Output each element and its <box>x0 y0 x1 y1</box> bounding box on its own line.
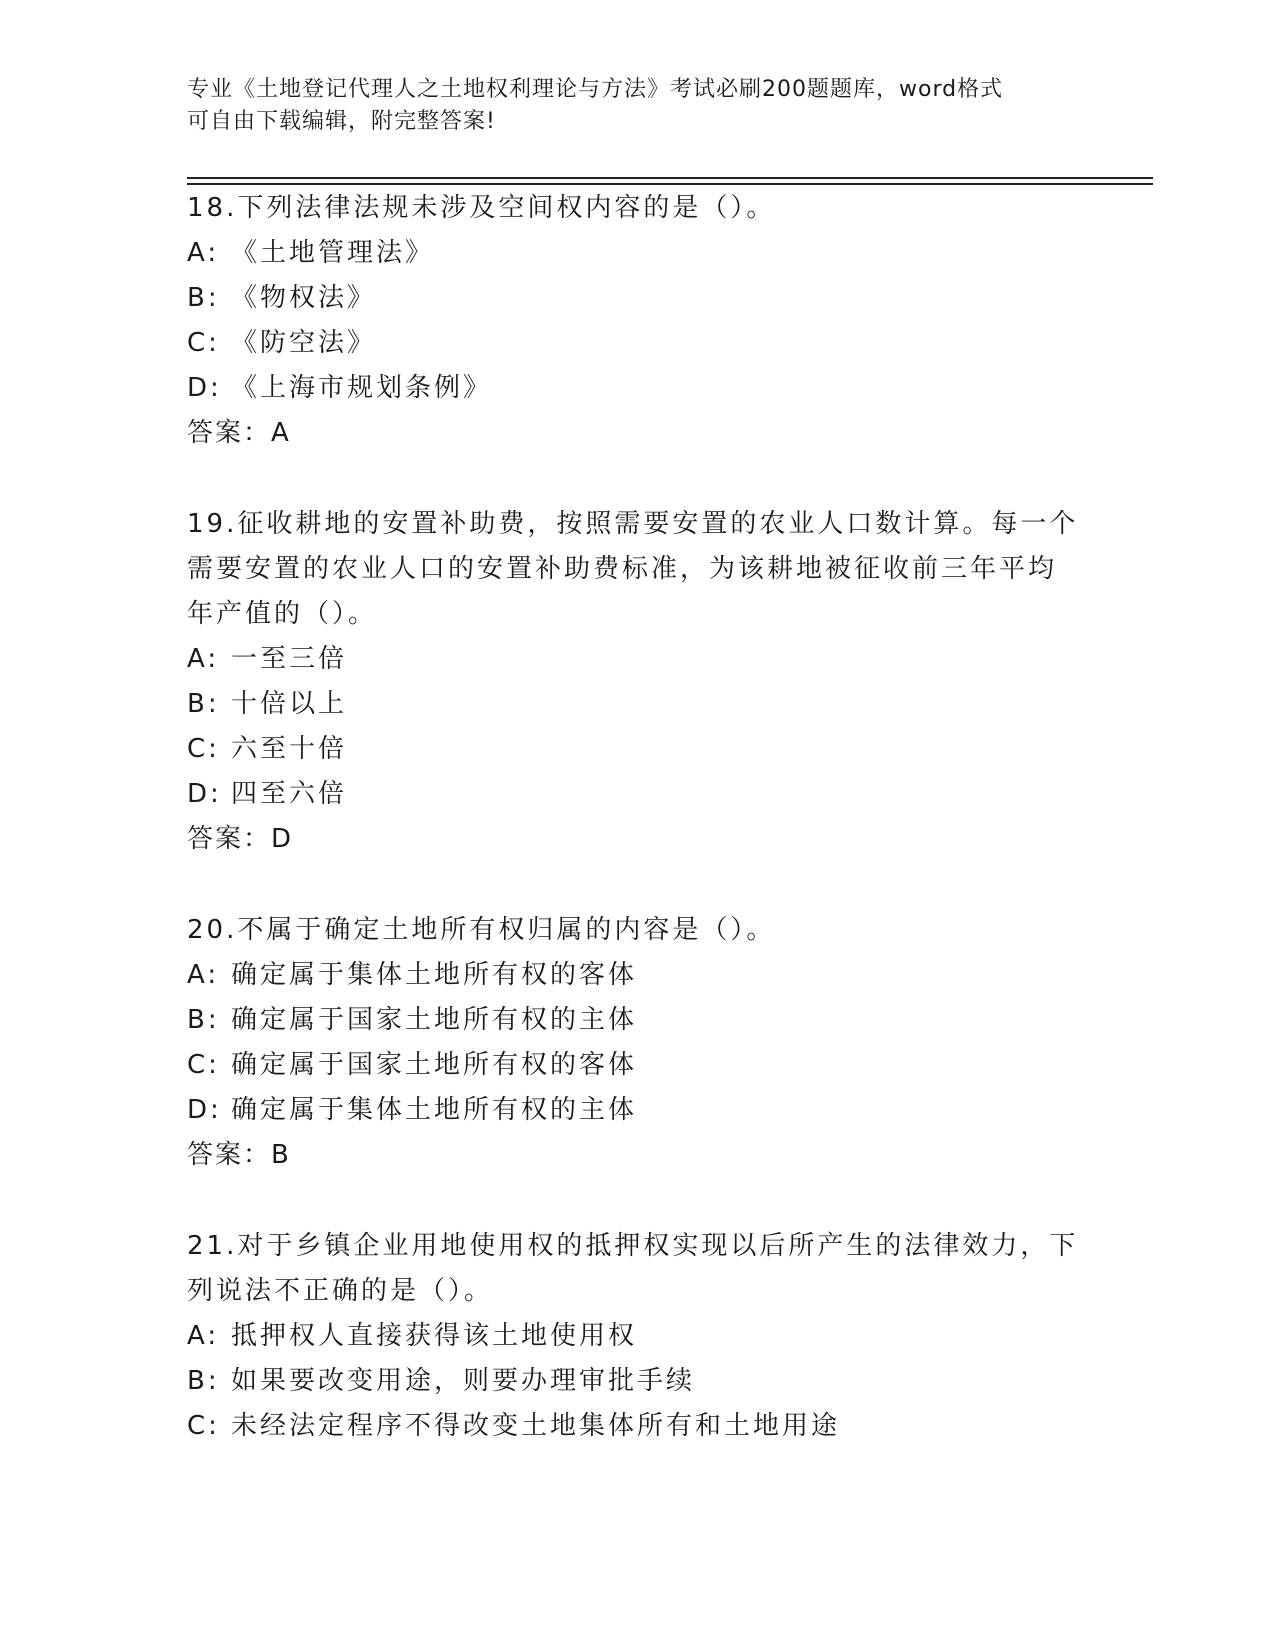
option-letter: B: <box>187 1005 220 1035</box>
option-letter: A: <box>187 960 220 990</box>
document-header <box>187 74 1067 138</box>
option-text: 四至六倍 <box>231 779 348 809</box>
option-letter: D: <box>187 779 222 809</box>
question-block <box>187 502 1087 862</box>
question-block <box>187 186 1087 456</box>
answer-option <box>187 1043 1087 1088</box>
option-letter: D: <box>187 373 222 403</box>
option-text: 十倍以上 <box>231 689 348 719</box>
option-letter: B: <box>187 283 220 313</box>
answer-option <box>187 1404 1087 1449</box>
answer-option <box>187 998 1087 1043</box>
option-text: 《上海市规划条例》 <box>231 373 493 403</box>
option-text: 确定属于集体土地所有权的主体 <box>231 1095 638 1125</box>
answer-option <box>187 727 1087 772</box>
option-text: 《物权法》 <box>231 283 377 313</box>
question-block <box>187 908 1087 1178</box>
option-letter: D: <box>187 1095 222 1125</box>
option-text: 六至十倍 <box>231 734 348 764</box>
question-text-line: 列说法不正确的是（）。 <box>187 1276 494 1306</box>
question-text <box>187 502 1087 637</box>
option-letter: C: <box>187 1050 220 1080</box>
header-line-1: 专业《土地登记代理人之土地权利理论与方法》考试必刷200题题库，word格式 <box>187 77 1004 102</box>
answer-option <box>187 953 1087 998</box>
header-divider-bottom <box>187 183 1153 185</box>
question-text-line: 20.不属于确定土地所有权归属的内容是（）。 <box>187 915 776 945</box>
option-letter: A: <box>187 238 220 268</box>
option-text: 确定属于集体土地所有权的客体 <box>231 960 638 990</box>
question-text <box>187 186 1087 231</box>
answer-option <box>187 321 1087 366</box>
option-letter: B: <box>187 689 220 719</box>
answer-option <box>187 1088 1087 1133</box>
question-text <box>187 1224 1087 1314</box>
option-letter: B: <box>187 1366 220 1396</box>
answer-option <box>187 366 1087 411</box>
option-text: 确定属于国家土地所有权的客体 <box>231 1050 638 1080</box>
answer-option <box>187 1359 1087 1404</box>
option-text: 确定属于国家土地所有权的主体 <box>231 1005 638 1035</box>
answer-option <box>187 772 1087 817</box>
question-text <box>187 908 1087 953</box>
option-letter: A: <box>187 644 220 674</box>
answer-option <box>187 1314 1087 1359</box>
header-divider-top <box>187 177 1153 179</box>
answer-option <box>187 682 1087 727</box>
answer-option <box>187 276 1087 321</box>
option-letter: C: <box>187 1411 220 1441</box>
answer-key: 答案：B <box>187 1140 291 1170</box>
option-text: 《土地管理法》 <box>231 238 435 268</box>
option-letter: C: <box>187 734 220 764</box>
question-text-line: 21.对于乡镇企业用地使用权的抵押权实现以后所产生的法律效力，下 <box>187 1231 1079 1261</box>
option-text: 如果要改变用途，则要办理审批手续 <box>231 1366 696 1396</box>
answer-key: 答案：D <box>187 824 294 854</box>
answer-key: 答案：A <box>187 418 291 448</box>
question-text-line: 需要安置的农业人口的安置补助费标准，为该耕地被征收前三年平均 <box>187 554 1058 584</box>
option-letter: A: <box>187 1321 220 1351</box>
answer-option <box>187 637 1087 682</box>
question-text-line: 18.下列法律法规未涉及空间权内容的是（）。 <box>187 193 776 223</box>
option-text: 抵押权人直接获得该土地使用权 <box>231 1321 638 1351</box>
question-list <box>187 186 1087 1495</box>
question-text-line: 年产值的（）。 <box>187 599 378 629</box>
option-text: 未经法定程序不得改变土地集体所有和土地用途 <box>231 1411 841 1441</box>
option-letter: C: <box>187 328 220 358</box>
question-block <box>187 1224 1087 1449</box>
header-line-2: 可自由下载编辑，附完整答案! <box>187 109 496 134</box>
answer-option <box>187 231 1087 276</box>
question-text-line: 19.征收耕地的安置补助费，按照需要安置的农业人口数计算。每一个 <box>187 509 1079 539</box>
option-text: 《防空法》 <box>231 328 377 358</box>
option-text: 一至三倍 <box>231 644 348 674</box>
